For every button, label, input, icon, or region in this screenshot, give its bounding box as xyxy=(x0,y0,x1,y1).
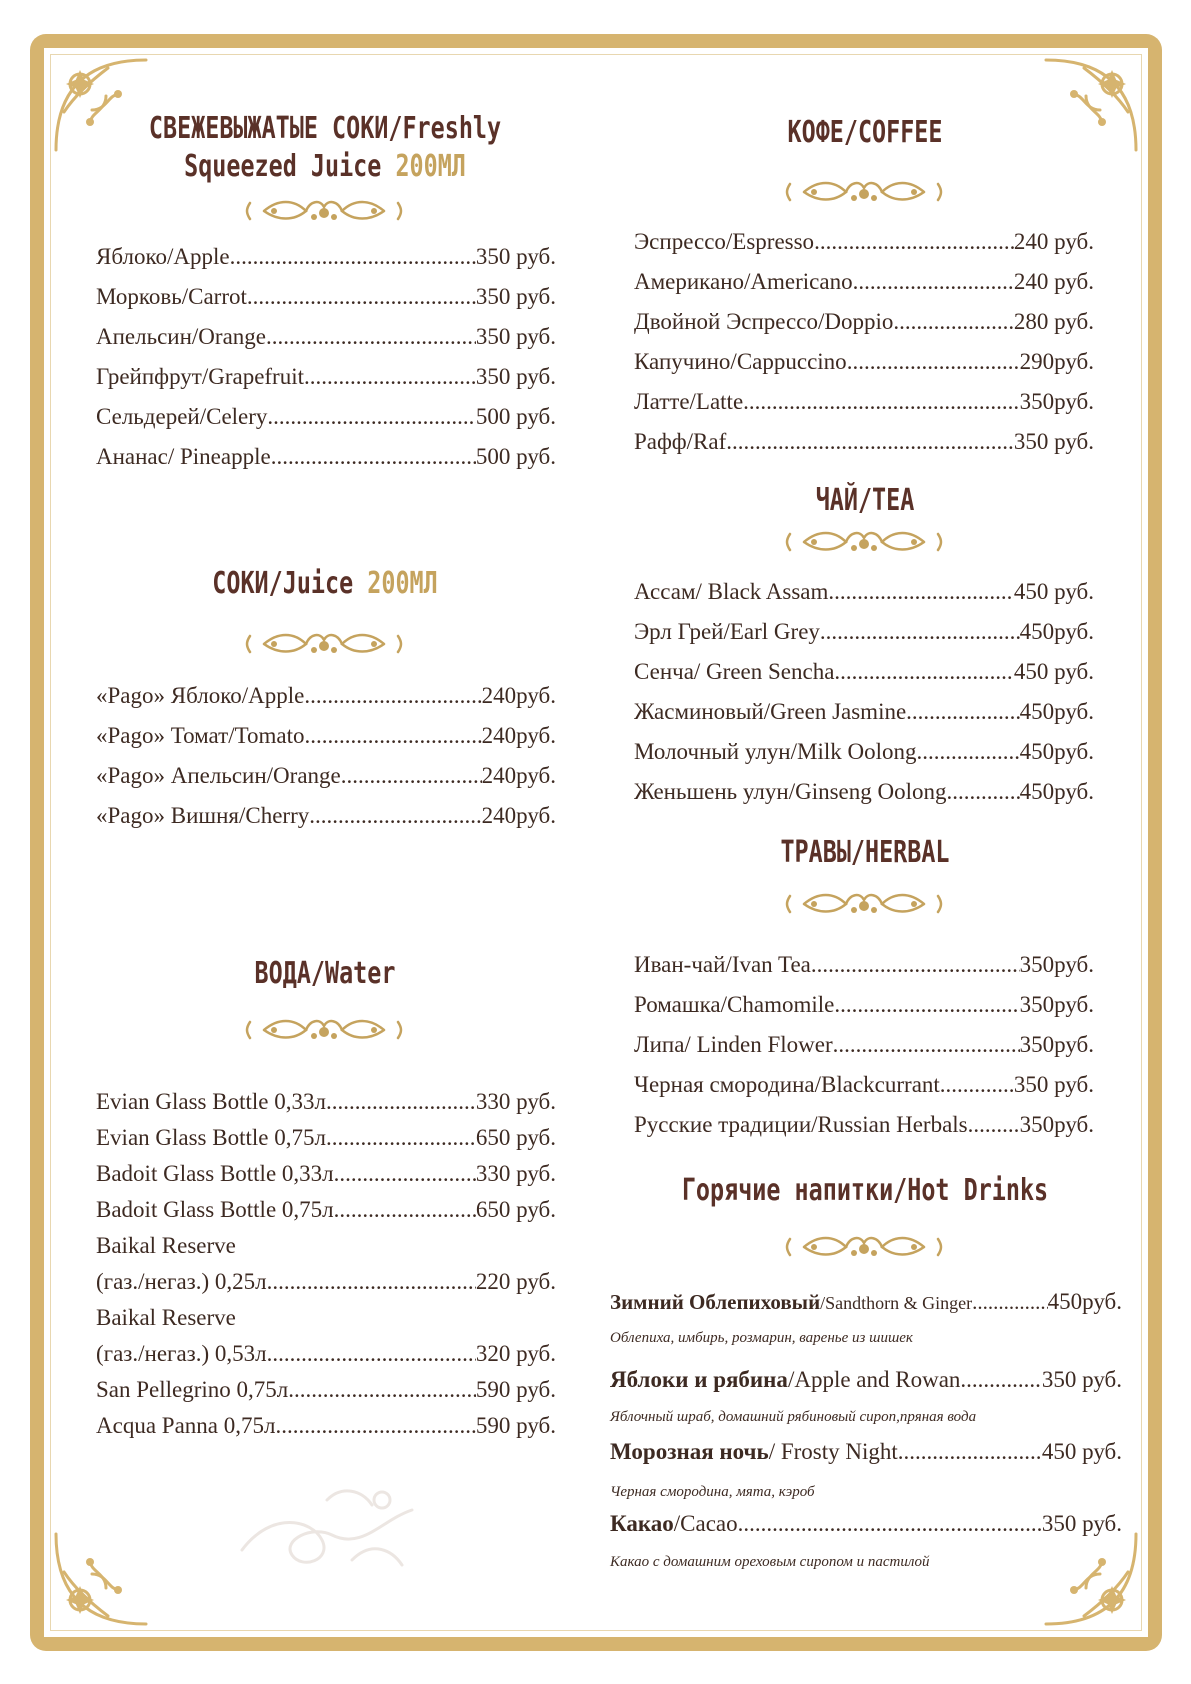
leader-dots xyxy=(917,740,1020,763)
leader-dots xyxy=(898,1440,1042,1463)
item-name: Ассам/ Black Assam xyxy=(634,579,829,604)
item-price: 350руб. xyxy=(1019,389,1094,414)
menu-item xyxy=(634,740,1094,763)
menu-item xyxy=(634,580,1094,603)
item-name: Жасминовый/Green Jasmine xyxy=(634,699,907,724)
water-heading xyxy=(134,955,516,993)
item-price: 330 руб. xyxy=(475,1161,556,1186)
leader-dots xyxy=(341,764,482,787)
baikal-label: Baikal Reserve xyxy=(96,1233,236,1258)
item-price: 330 руб. xyxy=(475,1089,556,1114)
corner-ornament-icon xyxy=(1036,1524,1146,1634)
item-price: 240руб. xyxy=(481,683,556,708)
item-price: 450руб. xyxy=(1019,739,1094,764)
item-price: 450руб. xyxy=(1047,1289,1122,1314)
item-price: 590 руб. xyxy=(475,1413,556,1438)
item-price: 350руб. xyxy=(1019,992,1094,1017)
menu-item xyxy=(96,1342,556,1365)
leader-dots xyxy=(972,1292,1047,1313)
flourish-divider-icon xyxy=(244,626,404,660)
item-price: 350руб. xyxy=(1019,1112,1094,1137)
item-price: 350 руб. xyxy=(475,324,556,349)
item-price: 450руб. xyxy=(1019,779,1094,804)
item-price: 350 руб. xyxy=(475,244,556,269)
flourish-divider-icon xyxy=(784,524,944,558)
item-name: Молочный улун/Milk Oolong xyxy=(634,739,917,764)
menu-item xyxy=(610,1368,1122,1391)
item-price: 240руб. xyxy=(481,723,556,748)
menu-item xyxy=(96,365,556,388)
item-price: 240руб. xyxy=(481,803,556,828)
item-price: 350руб. xyxy=(1019,952,1094,977)
item-price: 500 руб. xyxy=(475,404,556,429)
item-name: Двойной Эспрессо/Doppio xyxy=(634,309,894,334)
menu-item xyxy=(96,1414,556,1437)
item-name: Грейпфрут/Grapefruit xyxy=(96,364,304,389)
item-name: Капучино/Cappuccino xyxy=(634,349,847,374)
leader-dots xyxy=(271,445,476,468)
fresh-juice-title-line1: СВЕЖЕВЫЖАТЫЕ СОКИ/Freshly xyxy=(148,111,502,146)
item-name: Женьшень улун/Ginseng Oolong xyxy=(634,779,947,804)
leader-dots xyxy=(743,390,1019,413)
item-price: 350руб. xyxy=(1019,1032,1094,1057)
menu-item xyxy=(610,1290,1122,1313)
item-price: 240 руб. xyxy=(1013,229,1094,254)
leader-dots xyxy=(968,1113,1020,1136)
menu-item xyxy=(634,350,1094,373)
item-name: Сенча/ Green Sencha xyxy=(634,659,835,684)
leader-dots xyxy=(267,1270,476,1293)
item-price: 350 руб. xyxy=(1041,1367,1122,1392)
item-name: Badoit Glass Bottle 0,33л xyxy=(96,1161,334,1186)
leader-dots xyxy=(940,1073,1014,1096)
item-name: Иван-чай/Ivan Tea xyxy=(634,952,811,977)
leader-dots xyxy=(847,350,1020,373)
leader-dots xyxy=(834,993,1019,1016)
menu-item xyxy=(96,1126,556,1149)
item-name-ru: Какао xyxy=(610,1511,674,1536)
item-name: Badoit Glass Bottle 0,75л xyxy=(96,1197,334,1222)
leader-dots xyxy=(833,1033,1020,1056)
item-name: San Pellegrino 0,75л xyxy=(96,1377,289,1402)
juice-title: СОКИ/Juice xyxy=(212,566,354,601)
menu-item xyxy=(610,1512,1122,1535)
menu-item xyxy=(96,1270,556,1293)
menu-item xyxy=(96,724,556,747)
leader-dots xyxy=(738,1512,1042,1535)
menu-item xyxy=(96,684,556,707)
leader-dots xyxy=(275,1414,475,1437)
item-price: 450руб. xyxy=(1019,699,1094,724)
item-name xyxy=(610,1368,960,1391)
item-name-ru: Зимний Облепиховый xyxy=(610,1290,821,1314)
item-name-en: / Frosty Night xyxy=(768,1439,898,1464)
item-name: Латте/Latte xyxy=(634,389,744,414)
menu-item xyxy=(634,270,1094,293)
fresh-juice-volume: 200МЛ xyxy=(395,149,466,184)
menu-item xyxy=(96,245,556,268)
tea-title: ЧАЙ/TEA xyxy=(815,483,915,518)
menu-item xyxy=(634,230,1094,253)
leader-dots xyxy=(326,1090,476,1113)
item-name: Липа/ Linden Flower xyxy=(634,1032,833,1057)
menu-item xyxy=(96,405,556,428)
menu-item xyxy=(634,1033,1094,1056)
leader-dots xyxy=(266,325,476,348)
leader-dots xyxy=(906,700,1019,723)
menu-item xyxy=(96,1198,556,1221)
menu-item xyxy=(96,445,556,468)
leader-dots xyxy=(304,365,476,388)
item-price: 280 руб. xyxy=(1013,309,1094,334)
item-name: Яблоко/Apple xyxy=(96,244,230,269)
leader-dots xyxy=(267,405,475,428)
item-description: Черная смородина, мята, кэроб xyxy=(610,1484,815,1500)
leader-dots xyxy=(853,270,1014,293)
leader-dots xyxy=(820,620,1020,643)
flourish-divider-icon xyxy=(244,193,404,227)
hot-drinks-heading xyxy=(674,1172,1056,1210)
item-name: Апельсин/Orange xyxy=(96,324,266,349)
item-description: Яблочный шраб, домашний рябиновый сироп,пряная вода xyxy=(610,1409,977,1425)
item-name-ru: Яблоки и рябина xyxy=(610,1367,788,1392)
menu-item xyxy=(96,325,556,348)
leader-dots xyxy=(230,245,476,268)
item-name: Acqua Panna 0,75л xyxy=(96,1413,276,1438)
item-price: 350 руб. xyxy=(475,364,556,389)
menu-item xyxy=(634,1073,1094,1096)
item-name: Ананас/ Pineapple xyxy=(96,444,271,469)
item-name: «Pago» Апельсин/Orange xyxy=(96,763,341,788)
menu-item xyxy=(634,993,1094,1016)
item-price: 240руб. xyxy=(481,763,556,788)
herbal-title: ТРАВЫ/HERBAL xyxy=(780,835,950,870)
corner-ornament-icon xyxy=(46,1524,156,1634)
item-name: «Pago» Томат/Tomato xyxy=(96,723,305,748)
item-name: Русские традиции/Russian Herbals xyxy=(634,1112,968,1137)
leader-dots xyxy=(828,580,1014,603)
hot-drinks-title: Горячие напитки/Hot Drinks xyxy=(681,1173,1049,1208)
leader-dots xyxy=(247,285,476,308)
flourish-divider-icon xyxy=(244,1012,404,1046)
item-name: Рафф/Raf xyxy=(634,429,727,454)
leader-dots xyxy=(326,1126,476,1149)
item-name-ru: Морозная ночь xyxy=(610,1439,769,1464)
leader-dots xyxy=(267,1342,476,1365)
item-price: 450 руб. xyxy=(1041,1439,1122,1464)
item-price: 350 руб. xyxy=(1041,1511,1122,1536)
menu-item xyxy=(610,1440,1122,1463)
item-name xyxy=(610,1440,898,1463)
fresh-juice-heading xyxy=(134,110,516,186)
item-price: 450руб. xyxy=(1019,619,1094,644)
leader-dots xyxy=(726,430,1014,453)
item-price: 500 руб. xyxy=(475,444,556,469)
item-price: 450 руб. xyxy=(1013,659,1094,684)
flourish-divider-icon xyxy=(784,174,944,208)
leader-dots xyxy=(334,1198,476,1221)
item-name xyxy=(610,1292,972,1313)
leader-dots xyxy=(834,660,1013,683)
menu-item xyxy=(634,660,1094,683)
leader-dots xyxy=(309,804,481,827)
item-name: «Pago» Яблоко/Apple xyxy=(96,683,305,708)
menu-item xyxy=(96,1162,556,1185)
item-name: (газ./негаз.) 0,53л xyxy=(96,1341,267,1366)
flourish-divider-icon xyxy=(784,886,944,920)
flourish-divider-icon xyxy=(784,1229,944,1263)
menu-item xyxy=(96,285,556,308)
menu-item xyxy=(96,764,556,787)
fresh-juice-title-line2 xyxy=(134,148,516,186)
item-price: 220 руб. xyxy=(475,1269,556,1294)
item-price: 650 руб. xyxy=(475,1125,556,1150)
menu-item xyxy=(96,1090,556,1113)
watermark-swirl-icon xyxy=(232,1480,432,1580)
leader-dots xyxy=(893,310,1014,333)
menu-item xyxy=(96,804,556,827)
item-name: Сельдерей/Celery xyxy=(96,404,268,429)
leader-dots xyxy=(811,953,1020,976)
menu-item xyxy=(634,430,1094,453)
leader-dots xyxy=(947,780,1020,803)
item-name: Evian Glass Bottle 0,75л xyxy=(96,1125,326,1150)
item-price: 450 руб. xyxy=(1013,579,1094,604)
menu-item xyxy=(634,780,1094,803)
menu-item xyxy=(634,1113,1094,1136)
item-name: Эрл Грей/Earl Grey xyxy=(634,619,820,644)
leader-dots xyxy=(960,1368,1041,1391)
leader-dots xyxy=(814,230,1014,253)
menu-item xyxy=(634,620,1094,643)
item-description: Какао с домашним ореховым сиропом и пастилой xyxy=(610,1554,930,1570)
menu-item xyxy=(634,390,1094,413)
item-name: Морковь/Carrot xyxy=(96,284,247,309)
leader-dots xyxy=(305,724,482,747)
fresh-juice-title-text: Squeezed Juice xyxy=(184,149,382,184)
water-title: ВОДА/Water xyxy=(254,956,396,991)
item-name-en: /Apple and Rowan xyxy=(787,1367,961,1392)
menu-item xyxy=(634,310,1094,333)
item-price: 590 руб. xyxy=(475,1377,556,1402)
item-name: Evian Glass Bottle 0,33л xyxy=(96,1089,326,1114)
item-price: 320 руб. xyxy=(475,1341,556,1366)
item-name xyxy=(610,1512,738,1535)
juice-heading xyxy=(134,565,516,603)
item-name-en: /Sandthorn & Ginger xyxy=(820,1293,973,1313)
item-description: Облепиха, имбирь, розмарин, варенье из шишек xyxy=(610,1330,913,1346)
item-name: Эспрессо/Espresso xyxy=(634,229,815,254)
item-price: 350 руб. xyxy=(1013,1072,1094,1097)
item-name: Черная смородина/Blackcurrant xyxy=(634,1072,940,1097)
menu-item xyxy=(96,1378,556,1401)
leader-dots xyxy=(288,1378,476,1401)
item-name: «Pago» Вишня/Cherry xyxy=(96,803,310,828)
item-name-en: /Cacao xyxy=(673,1511,738,1536)
juice-volume: 200МЛ xyxy=(367,566,438,601)
item-price: 350 руб. xyxy=(475,284,556,309)
coffee-heading xyxy=(674,114,1056,152)
item-price: 650 руб. xyxy=(475,1197,556,1222)
herbal-heading xyxy=(674,834,1056,872)
leader-dots xyxy=(304,684,481,707)
menu-item xyxy=(634,700,1094,723)
item-price: 290руб. xyxy=(1019,349,1094,374)
coffee-title: КОФЕ/COFFEE xyxy=(787,115,943,150)
leader-dots xyxy=(334,1162,476,1185)
item-name: (газ./негаз.) 0,25л xyxy=(96,1269,267,1294)
item-price: 350 руб. xyxy=(1013,429,1094,454)
menu-item xyxy=(634,953,1094,976)
item-name: Американо/Americano xyxy=(634,269,853,294)
tea-heading xyxy=(674,482,1056,520)
item-price: 240 руб. xyxy=(1013,269,1094,294)
item-name: Ромашка/Chamomile xyxy=(634,992,835,1017)
baikal-label: Baikal Reserve xyxy=(96,1305,236,1330)
